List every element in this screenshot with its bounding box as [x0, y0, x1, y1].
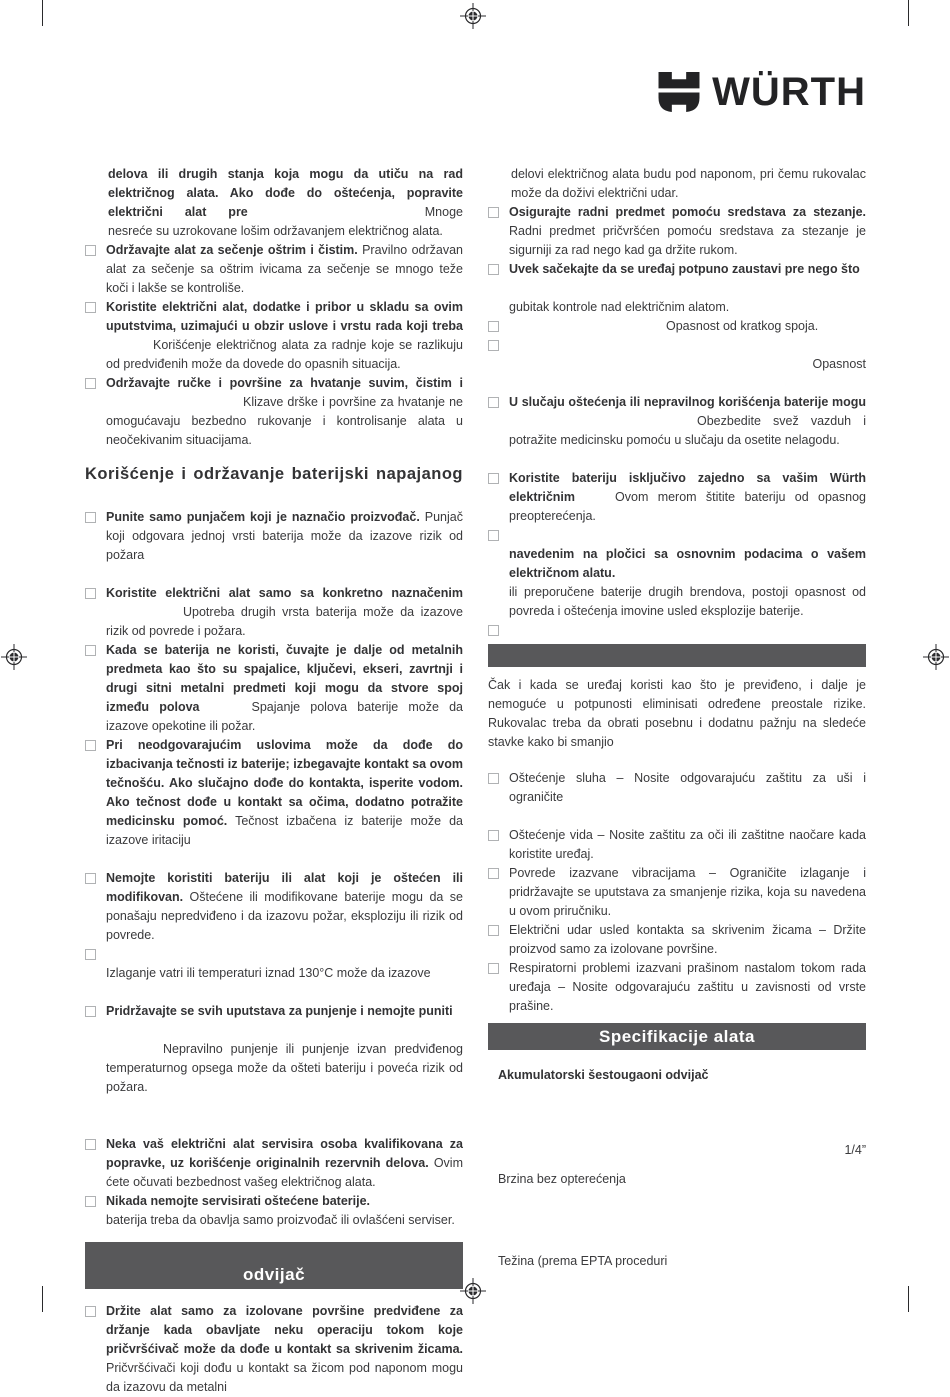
missing-text-gap: [248, 215, 425, 216]
missing-text-line: [106, 1021, 463, 1040]
item-text: [106, 508, 463, 565]
item-text: [106, 1135, 463, 1192]
residual-risk-paragraph: Čak i kada se uređaj koristi kao što je previđeno, i dalje je nemoguće u potpunosti eliminisati određene preostale rizike. Rukovalac treba da obrati posebnu i dodatnu pažnju na sledeće stavke kako bi smanjio: [488, 678, 866, 749]
missing-text-line: [509, 526, 866, 545]
checkbox-icon: [488, 868, 499, 879]
risk-item: [488, 864, 866, 921]
checkbox-icon: [488, 925, 499, 936]
item-normal-text: Tečnost izbačena iz baterije može da izazove iritaciju: [106, 814, 463, 847]
item-text: Respiratorni problemi izazvani prašinom nastalom tokom rada uređaja – Nosite odgovarajuću zaštitu u zavisnosti od vrste prašine.: [509, 961, 866, 1013]
checkbox-icon: [85, 1139, 96, 1150]
item-bold-text: Osigurajte radni predmet pomoću sredstava za stezanje.: [509, 205, 866, 219]
missing-text-line: [509, 279, 866, 298]
item-normal-text: gubitak kontrole nad električnim alatom.: [509, 300, 730, 314]
wurth-logo-text: WÜRTH: [712, 70, 866, 114]
spec-row-no-load-speed: Brzina bez opterećenja: [498, 1172, 626, 1186]
safety-item: [488, 469, 866, 526]
item-normal-text: Korišćenje električnog alata za radnje koje se razlikuju od predviđenih može da dovede do opasnih situacija.: [106, 338, 463, 371]
item-normal-text: Ovim ćete očuvati bezbednost vašeg električnog alata.: [106, 1156, 463, 1189]
banner-odvijac: odvijač: [85, 1242, 463, 1289]
risk-item: [488, 826, 866, 864]
item-normal-text: Pravilno održavan alat za sečenje sa oštrim ivicama za sečenje se mnogo teže koči i lakše se kontroliše.: [106, 243, 463, 295]
checkbox-icon: [85, 1006, 96, 1017]
item-normal-text: Izlaganje vatri ili temperaturi iznad 130°C može da izazove: [106, 966, 431, 980]
safety-item: [488, 317, 866, 336]
item-normal-text: Nepravilno punjenje ili punjenje izvan predviđenog temperaturnog opsega može da ošteti bateriju i poveća rizik od požara.: [106, 1042, 463, 1094]
missing-text-gap: [509, 329, 666, 330]
item-text: [106, 1002, 463, 1097]
item-bold-text: Održavajte ručke i površine za hvatanje suvim, čistim i: [106, 376, 463, 390]
item-bold-text: delova ili drugih stanja koja mogu da utiču na rad električnog alata. Ako dođe do oštećenja, popravite električni alat pre: [108, 167, 463, 219]
item-normal-text: Mnoge nesreće su uzrokovane lošim održavanjem električnog alata.: [108, 205, 463, 238]
safety-item: [488, 203, 866, 260]
missing-text-gap: [106, 1052, 163, 1053]
checkbox-icon: [85, 873, 96, 884]
item-bold-text: Koristite električni alat samo sa konkretno naznačenim: [106, 586, 463, 600]
item-bold-text: Punite samo punjačem koji je naznačio proizvođač.: [106, 510, 420, 524]
checkbox-icon: [488, 321, 499, 332]
item-text: [106, 241, 463, 298]
risk-item: [488, 769, 866, 807]
item-bold-text: navedenim na pločici sa osnovnim podacima o vašem električnom alatu.: [509, 547, 866, 580]
item-bold-text: Nikada nemojte servisirati oštećene baterije.: [106, 1194, 371, 1208]
item-normal-text: Oštećene ili modifikovane baterije mogu da se ponašaju nepredviđeno i da izazovu požar, eksploziju ili rizik od povrede.: [106, 890, 463, 942]
item-bold-text: Koristite električni alat, dodatke i pribor u skladu sa ovim uputstvima, uzimajući u obzir uslove i vrstu rada koji treba: [106, 300, 463, 333]
item-bold-text: Kada se baterija ne koristi, čuvajte je dalje od metalnih predmeta kao što su spajalice, ključevi, ekseri, zavrtnji i drugi sitni metalni predmeti koji mogu da stvore spoj između polova: [106, 643, 463, 714]
checkbox-icon: [488, 397, 499, 408]
item-text: [509, 393, 866, 450]
item-text: [108, 165, 463, 241]
checkbox-icon: [488, 963, 499, 974]
safety-item: [85, 508, 463, 565]
missing-text-gap: [575, 500, 615, 501]
safety-item: [488, 393, 866, 450]
item-text: [106, 1302, 463, 1397]
item-normal-text: ili preporučene baterije drugih brendova, postoji opasnost od povreda i oštećenja imovine usled eksplozije baterije.: [509, 585, 866, 618]
item-text: Oštećenje vida – Nosite zaštitu za oči ili zaštitne naočare kada koristite uređaj.: [509, 828, 866, 861]
item-normal-text: Pričvršćivači koji dođu u kontakt sa žicom pod naponom mogu da izazovu da metalni: [106, 1361, 463, 1394]
crop-mark: [42, 0, 43, 26]
item-bold-text: Uvek sačekajte da se uređaj potpuno zaustavi pre nego što: [509, 262, 860, 276]
safety-item: [85, 1135, 463, 1192]
section-heading: Korišćenje i održavanje baterijski napajanog: [85, 465, 463, 483]
safety-item: [85, 241, 463, 298]
item-text: [106, 1192, 463, 1230]
checkbox-icon: [488, 773, 499, 784]
safety-item: [85, 736, 463, 850]
item-bold-text: Neka vaš električni alat servisira osoba kvalifikovana za popravke, uz korišćenje originalnih rezervnih delova.: [106, 1137, 463, 1170]
missing-text-gap: [106, 615, 183, 616]
item-normal-text: Upotreba drugih vrsta baterija može da izazove rizik od povrede i požara.: [106, 605, 463, 638]
safety-item: [85, 641, 463, 736]
item-text: [509, 317, 866, 336]
item-text: [509, 260, 866, 317]
safety-item-continuation: [85, 165, 463, 241]
checkbox-icon: [488, 530, 499, 541]
registration-mark-icon: [923, 644, 949, 670]
checkbox-icon: [488, 264, 499, 275]
item-bold-text: Nemojte koristiti bateriju ili alat koji je oštećen ili modifikovan.: [106, 871, 463, 904]
item-normal-text: Klizave drške i površine za hvatanje ne omogućavaju bezbedno rukovanje i kontrolisanje alata u neočekivanim situacijama.: [106, 395, 463, 447]
registration-mark-icon: [460, 3, 486, 29]
checkbox-icon: [488, 830, 499, 841]
safety-item: [85, 1192, 463, 1230]
checkbox-icon: [488, 473, 499, 484]
safety-item-empty: [488, 621, 866, 636]
item-text: [509, 526, 866, 621]
indent-spacer: [488, 165, 511, 166]
item-bold-text: Pridržavajte se svih uputstava za punjenje i nemojte puniti: [106, 1004, 453, 1018]
item-normal-text: Obezbedite svež vazduh i potražite medicinsku pomoću u slučaju da osetite nelagodu.: [509, 414, 866, 447]
missing-text-line: [106, 945, 463, 964]
checkbox-icon: [85, 1196, 96, 1207]
safety-item: [85, 945, 463, 983]
checkbox-icon: [488, 207, 499, 218]
item-text: [106, 736, 463, 850]
checkbox-icon: [85, 378, 96, 389]
missing-text-gap: [106, 348, 153, 349]
item-normal-text: Opasnost od kratkog spoja.: [666, 319, 819, 333]
item-text: [106, 641, 463, 736]
missing-text-gap: [199, 710, 251, 711]
safety-item: [85, 374, 463, 450]
item-normal-block: [106, 1040, 463, 1097]
item-text: Električni udar usled kontakta sa skrivenim žicama – Držite proizvod samo za izolovane površine.: [509, 923, 866, 956]
wurth-emblem-icon: [656, 71, 702, 113]
safety-item: [85, 1302, 463, 1397]
missing-text-gap: [509, 424, 697, 425]
wurth-logo: [656, 70, 866, 114]
item-bold-text: U slučaju oštećenja ili nepravilnog korišćenja baterije mogu: [509, 395, 866, 409]
left-column: [85, 165, 463, 1397]
indent-spacer: [85, 165, 108, 166]
item-normal-text: Opasnost: [812, 357, 866, 371]
safety-item: [85, 1002, 463, 1097]
safety-item: [85, 869, 463, 945]
checkbox-icon: [488, 625, 499, 636]
safety-item: [488, 526, 866, 621]
banner-empty: [488, 644, 866, 667]
item-text: [106, 869, 463, 945]
checkbox-icon: [85, 740, 96, 751]
item-normal-text: Punjač koji odgovara jednoj vrsti baterija može da izazove rizik od požara: [106, 510, 463, 562]
item-text: [509, 469, 866, 526]
missing-text-line: [509, 336, 866, 355]
spec-row-weight: Težina (prema EPTA proceduri: [498, 1254, 668, 1268]
checkbox-icon: [85, 512, 96, 523]
risk-item: [488, 959, 866, 1016]
missing-text-gap: [106, 405, 243, 406]
item-text: [509, 203, 866, 260]
item-normal-text: baterija treba da obavlja samo proizvođač ili ovlašćeni serviser.: [106, 1213, 455, 1227]
item-text: [106, 584, 463, 641]
item-text: [106, 298, 463, 374]
content-columns: [85, 165, 866, 1397]
safety-item-continuation: [488, 165, 866, 203]
item-text: [106, 374, 463, 450]
item-text: delovi električnog alata budu pod naponom, pri čemu rukovalac može da doživi električni udar.: [511, 167, 866, 200]
item-normal-text: Ovom merom štitite bateriju od opasnog preopterećenja.: [509, 490, 866, 523]
crop-mark: [908, 1286, 909, 1312]
safety-item: [85, 584, 463, 641]
item-text: Povrede izazvane vibracijama – Ograničite izlaganje i pridržavajte se uputstava za smanjenje rizika, koja su navedena u ovom priručniku.: [509, 866, 866, 918]
checkbox-icon: [85, 302, 96, 313]
item-bold-text: Održavajte alat za sečenje oštrim i čistim.: [106, 243, 358, 257]
item-bold-text: Koristite bateriju isključivo zajedno sa vašim Würth električnim: [509, 471, 866, 504]
item-bold-text: Pri neodgovarajućim uslovima može da dođe do izbacivanja tečnosti iz baterije; izbegavajte kontakt sa ovom tečnošću. Ako slučajno dođe do kontakta, isperite vodom. Ako tečnost dođe u kontakt sa očima, dodatno potražite medicinsku pomoć.: [106, 738, 463, 828]
checkbox-icon: [85, 645, 96, 656]
item-bold-text: Držite alat samo za izolovane površine predviđene za držanje kada obavljate neku operaciju tokom koje pričvršćivač može da dođe u kontakt sa skrivenim žicama.: [106, 1304, 463, 1356]
checkbox-icon: [85, 588, 96, 599]
right-column: [488, 165, 866, 1397]
item-normal-text: Spajanje polova baterije može da izazove opekotine ili požar.: [106, 700, 463, 733]
crop-mark: [908, 0, 909, 26]
checkbox-icon: [488, 340, 499, 351]
risk-item: [488, 921, 866, 959]
item-text: [509, 336, 866, 374]
registration-mark-icon: [1, 644, 27, 670]
spec-value-drive-size: 1/4”: [844, 1143, 866, 1157]
spec-product-title: Akumulatorski šestougaoni odvijač: [498, 1068, 709, 1082]
safety-item: [488, 336, 866, 374]
banner-specifications: Specifikacije alata: [488, 1023, 866, 1050]
item-text: [106, 945, 463, 983]
checkbox-icon: [85, 949, 96, 960]
item-normal-text: Radni predmet pričvršćen pomoću sredstava za stezanje je sigurniji za rad nego kad ga držite rukom.: [509, 224, 866, 257]
item-text: Oštećenje sluha – Nosite odgovarajuću zaštitu za uši i ograničite: [509, 771, 866, 804]
crop-mark: [42, 1286, 43, 1312]
safety-item: [488, 260, 866, 317]
checkbox-icon: [85, 245, 96, 256]
safety-item: [85, 298, 463, 374]
